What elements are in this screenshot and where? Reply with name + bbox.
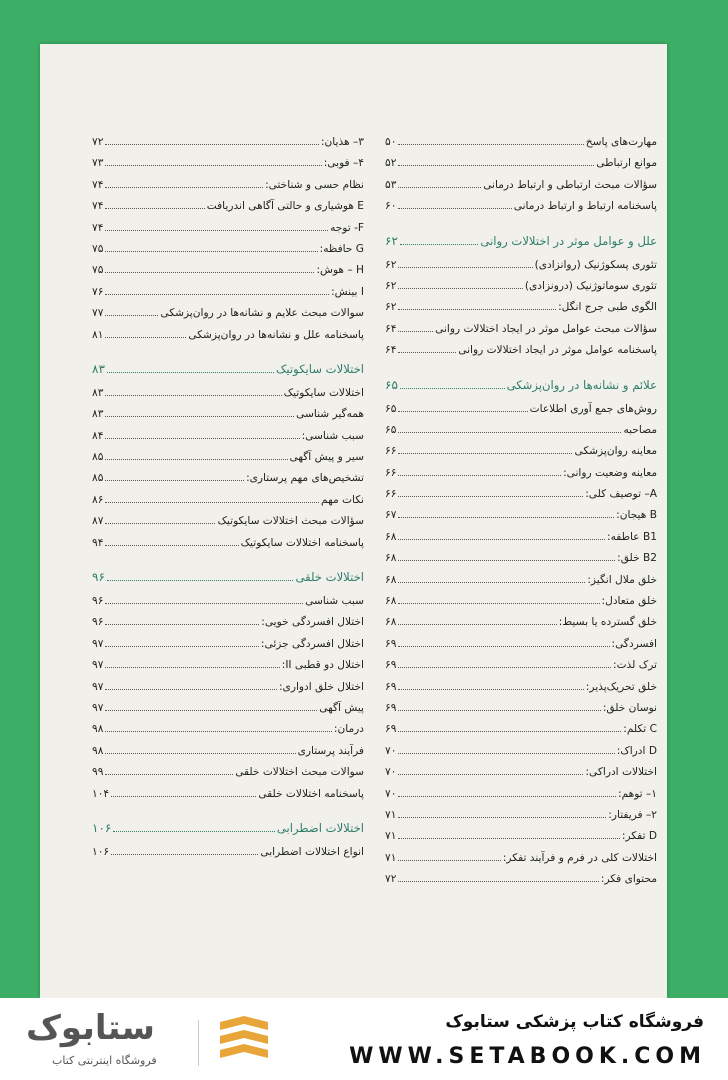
toc-page-number: ۷۱	[385, 830, 397, 843]
toc-entry	[92, 136, 364, 157]
toc-entry-title: تئوری سوماتوژنیک (درونزادی)	[524, 279, 657, 292]
toc-page-number: ۶۸	[385, 573, 397, 586]
logo-subtitle: فروشگاه اینترنتی کتاب	[52, 1054, 157, 1067]
toc-page-number: ۷۰	[385, 744, 397, 757]
toc-entry	[92, 616, 364, 637]
dot-leader	[113, 831, 275, 832]
toc-entry	[385, 488, 657, 509]
toc-entry-title: A– توصیف کلی:	[585, 488, 657, 501]
toc-entry	[92, 846, 364, 867]
toc-page-number: ۷۴	[92, 200, 104, 213]
toc-page-number: ۶۴	[385, 344, 397, 357]
toc-entry-title: معاینه روان‌پزشکی	[574, 445, 657, 458]
toc-entry-title: اختلالات سایکوتیک	[283, 386, 364, 399]
toc-page-number: ۶۶	[385, 466, 397, 479]
toc-entry	[92, 286, 364, 307]
dot-leader	[105, 624, 259, 625]
toc-entry	[92, 387, 364, 408]
toc-entry	[385, 280, 657, 301]
dot-leader	[398, 881, 598, 882]
toc-entry	[385, 552, 657, 573]
dot-leader	[398, 475, 561, 476]
toc-entry-title: محتوای فکر:	[600, 873, 657, 886]
dot-leader	[398, 496, 583, 497]
toc-entry	[385, 574, 657, 595]
toc-section-heading	[385, 234, 657, 259]
toc-entry	[92, 723, 364, 744]
toc-page-number: ۶۲	[385, 279, 397, 292]
toc-page-number: ۷۲	[92, 136, 104, 148]
toc-entry-title: انواع اختلالات اضطرابی	[260, 845, 364, 858]
toc-entry-title: علل و عوامل موثر در اختلالات روانی	[480, 233, 657, 248]
toc-entry	[92, 494, 364, 515]
toc-entry-title: نظام حسی و شناختی:	[265, 178, 364, 191]
dot-leader	[398, 453, 572, 454]
toc-entry	[385, 873, 657, 894]
toc-entry	[92, 537, 364, 558]
dot-leader	[105, 646, 259, 647]
toc-entry-title: پاسخنامه عوامل موثر در ایجاد اختلالات روانی	[458, 344, 657, 357]
toc-page-number: ۶۵	[385, 423, 397, 436]
toc-entry	[92, 408, 364, 429]
toc-page-number: ۶۹	[385, 701, 397, 714]
toc-entry-title: B1 عاطفه:	[607, 530, 657, 543]
toc-entry-title: خلق تحریک‌پذیر:	[585, 680, 657, 693]
toc-entry	[385, 809, 657, 830]
toc-entry-title: I بینش:	[331, 285, 364, 298]
toc-entry-title: اختلالات خلقی	[295, 570, 364, 585]
dot-leader	[398, 860, 500, 861]
toc-entry-title: E هوشیاری و حالتی آگاهی اندریافت	[206, 200, 364, 213]
toc-page-number: ۶۸	[385, 616, 397, 629]
toc-entry	[385, 344, 657, 365]
footer-banner	[0, 998, 728, 1080]
dot-leader	[105, 753, 295, 754]
toc-entry	[92, 659, 364, 680]
toc-page-number: ۶۶	[385, 488, 397, 501]
dot-leader	[105, 165, 321, 166]
toc-page-number: ۹۷	[92, 701, 104, 714]
toc-entry	[385, 403, 657, 424]
dot-leader	[398, 774, 583, 775]
toc-entry	[92, 430, 364, 451]
dot-leader	[398, 582, 585, 583]
dot-leader	[105, 438, 299, 439]
dot-leader	[105, 337, 186, 338]
toc-entry	[385, 745, 657, 766]
dot-leader	[105, 710, 317, 711]
toc-entry	[385, 509, 657, 530]
toc-entry-title: تشخیص‌های مهم پرستاری:	[246, 472, 364, 485]
toc-page-number: ۹۶	[92, 570, 105, 585]
toc-entry	[385, 157, 657, 178]
toc-entry	[385, 301, 657, 322]
dot-leader	[105, 208, 204, 209]
toc-page-number: ۶۲	[385, 301, 397, 314]
toc-entry-title: سؤالات مبحث عوامل موثر در ایجاد اختلالات روانی	[435, 322, 657, 335]
toc-entry	[385, 200, 657, 221]
dot-leader	[398, 753, 614, 754]
section-gap	[92, 350, 364, 360]
toc-entry	[92, 157, 364, 178]
toc-page-number: ۶۸	[385, 552, 397, 565]
toc-entry-title: سؤالات مبحث اختلالات سایکوتیک	[217, 515, 364, 528]
dot-leader	[105, 667, 279, 668]
toc-page-number: ۶۹	[385, 659, 397, 672]
toc-entry	[385, 467, 657, 488]
toc-entry	[92, 200, 364, 221]
toc-page-number: ۵۲	[385, 157, 397, 170]
toc-page-number: ۹۹	[92, 766, 104, 779]
toc-entry	[92, 264, 364, 285]
toc-entry-title: پاسخنامه علل و نشانه‌ها در روان‌پزشکی	[188, 328, 364, 341]
toc-entry-title: سیر و پیش آگهی	[289, 451, 364, 464]
dot-leader	[398, 432, 621, 433]
toc-entry	[385, 766, 657, 787]
dot-leader	[398, 411, 527, 412]
toc-page-number: ۶۵	[385, 402, 397, 415]
dot-leader	[105, 603, 303, 604]
toc-entry	[385, 136, 657, 157]
toc-entry	[385, 179, 657, 200]
toc-page-number: ۶۹	[385, 680, 397, 693]
toc-entry	[92, 745, 364, 766]
toc-entry	[92, 515, 364, 536]
toc-entry-title: اختلال دو قطبی II:	[281, 659, 364, 672]
toc-entry	[385, 424, 657, 445]
dot-leader	[400, 388, 505, 389]
dot-leader	[105, 502, 319, 503]
toc-entry-title: سبب شناسی:	[301, 429, 364, 442]
dot-leader	[398, 309, 556, 310]
book-page	[40, 44, 667, 998]
toc-page-number: ۶۷	[385, 509, 397, 522]
toc-section-heading	[92, 362, 364, 387]
toc-entry-title: نوسان خلق:	[602, 701, 657, 714]
toc-entry	[92, 329, 364, 350]
toc-entry-title: روش‌های جمع آوری اطلاعات	[529, 402, 657, 415]
dot-leader	[398, 331, 433, 332]
toc-entry-title: ۲– فریفتار:	[608, 808, 657, 821]
toc-entry	[385, 788, 657, 809]
toc-entry-title: الگوی طبی جرج انگل:	[558, 301, 657, 314]
section-gap	[385, 222, 657, 232]
dot-leader	[398, 689, 583, 690]
toc-section-heading	[92, 570, 364, 595]
toc-entry	[385, 830, 657, 851]
dot-leader	[107, 372, 274, 373]
toc-page-number: ۹۶	[92, 616, 104, 629]
dot-leader	[105, 294, 329, 295]
toc-entry-title: ۱– توهم:	[618, 787, 657, 800]
toc-entry-title: اختلالات اضطرابی	[276, 820, 364, 835]
dot-leader	[398, 539, 605, 540]
toc-page-number: ۱۰۶	[92, 820, 112, 835]
toc-entry-title: پیش آگهی	[319, 701, 364, 714]
dot-leader	[105, 315, 158, 316]
toc-page-number: ۶۴	[385, 322, 397, 335]
toc-entry-title: C تکلم:	[623, 723, 657, 736]
toc-entry-title: ۳– هذیان:	[320, 136, 364, 148]
toc-page-number: ۹۷	[92, 659, 104, 672]
toc-page-number: ۶۲	[385, 258, 397, 271]
toc-page-number: ۷۴	[92, 221, 104, 234]
dot-leader	[398, 796, 616, 797]
toc-entry-title: علائم و نشانه‌ها در روان‌پزشکی	[506, 377, 657, 392]
dot-leader	[105, 689, 277, 690]
toc-entry-title: پاسخنامه اختلالات سایکوتیک	[240, 536, 364, 549]
toc-entry	[385, 445, 657, 466]
toc-entry	[385, 702, 657, 723]
website-url[interactable]: WWW.SETABOOK.COM	[349, 1044, 706, 1069]
dot-leader	[398, 288, 522, 289]
toc-entry-title: همه‌گیر شناسی	[296, 408, 364, 421]
dot-leader	[398, 208, 511, 209]
toc-page-number: ۹۸	[92, 723, 104, 736]
toc-entry	[92, 222, 364, 243]
toc-page-number: ۹۸	[92, 744, 104, 757]
toc-entry-title: خلق گسترده یا بسیط:	[558, 616, 657, 629]
toc-page-number: ۱۰۶	[92, 845, 110, 858]
toc-entry-title: فرآیند پرستاری	[297, 744, 364, 757]
dot-leader	[105, 545, 238, 546]
toc-entry	[92, 179, 364, 200]
toc-page-number: ۷۵	[92, 264, 104, 277]
toc-page-number: ۶۵	[385, 377, 398, 392]
toc-entry-title: B هیجان:	[616, 509, 657, 522]
toc-entry-title: B2 خلق:	[617, 552, 657, 565]
toc-entry-title: H – هوش:	[316, 264, 364, 277]
toc-entry-title: مصاحبه	[623, 423, 657, 436]
dot-leader	[105, 230, 328, 231]
dot-leader	[398, 267, 532, 268]
toc-page-number: ۸۴	[92, 429, 104, 442]
toc-page-number: ۷۱	[385, 808, 397, 821]
toc-entry	[385, 681, 657, 702]
dot-leader	[105, 144, 319, 145]
toc-entry	[385, 323, 657, 344]
toc-entry	[92, 595, 364, 616]
dot-leader	[105, 187, 263, 188]
toc-page-number: ۸۳	[92, 386, 104, 399]
dot-leader	[105, 774, 233, 775]
toc-page-number: ۶۶	[385, 445, 397, 458]
toc-page-number: ۷۷	[92, 307, 104, 320]
toc-page-number: ۹۷	[92, 637, 104, 650]
toc-entry	[385, 531, 657, 552]
dot-leader	[400, 244, 479, 245]
dot-leader	[105, 731, 332, 732]
toc-section-heading	[385, 378, 657, 403]
toc-entry-title: مهارت‌های پاسخ	[585, 136, 657, 148]
toc-entry	[385, 659, 657, 680]
dot-leader	[105, 272, 314, 273]
toc-page-number: ۸۵	[92, 472, 104, 485]
toc-page-number: ۶۰	[385, 200, 397, 213]
toc-entry-title: درمان:	[333, 723, 364, 736]
dot-leader	[398, 165, 594, 166]
toc-page-number: ۵۳	[385, 178, 397, 191]
toc-entry-title: خلق ملال انگیز:	[587, 573, 657, 586]
toc-entry-title: D ادراک:	[616, 744, 657, 757]
toc-entry-title: نکات مهم	[321, 493, 364, 506]
toc-page-number: ۵۰	[385, 136, 397, 148]
toc-page-number: ۷۲	[385, 873, 397, 886]
dot-leader	[111, 854, 258, 855]
dot-leader	[105, 416, 294, 417]
store-name: فروشگاه کتاب پزشکی ستابوک	[445, 1012, 704, 1032]
section-gap	[385, 366, 657, 376]
toc-entry	[385, 638, 657, 659]
dot-leader	[105, 523, 215, 524]
logo-divider	[198, 1020, 199, 1066]
toc-entry-title: سوالات مبحث علایم و نشانه‌ها در روان‌پزشکی	[160, 307, 364, 320]
toc-page-number: ۸۷	[92, 515, 104, 528]
toc-entry	[92, 451, 364, 472]
toc-entry-title: پاسخنامه ارتباط و ارتباط درمانی	[513, 200, 657, 213]
toc-entry-title: موانع ارتباطی	[596, 157, 657, 170]
dot-leader	[398, 603, 599, 604]
toc-page-number: ۸۶	[92, 493, 104, 506]
dot-leader	[398, 517, 614, 518]
dot-leader	[398, 817, 606, 818]
toc-entry	[92, 472, 364, 493]
toc-page-number: ۸۳	[92, 361, 105, 376]
toc-entry-title: ۴– فوبی:	[323, 157, 364, 170]
dot-leader	[398, 646, 609, 647]
toc-page-number: ۷۶	[92, 285, 104, 298]
toc-page-number: ۷۵	[92, 242, 104, 255]
toc-section-heading	[92, 821, 364, 846]
toc-entry	[92, 766, 364, 787]
toc-page-number: ۷۱	[385, 851, 397, 864]
toc-entry	[92, 702, 364, 723]
toc-entry	[92, 681, 364, 702]
logo-text: ستابوک	[26, 1008, 155, 1048]
toc-entry	[92, 788, 364, 809]
dot-leader	[398, 352, 456, 353]
toc-page-number: ۶۹	[385, 637, 397, 650]
toc-page-number: ۹۶	[92, 595, 104, 608]
toc-entry-title: معاینه وضعیت روانی:	[563, 466, 657, 479]
toc-entry-title: اختلالات ادراکی:	[585, 766, 657, 779]
toc-entry-title: اختلالات کلی در فرم و فرآیند تفکر:	[502, 851, 657, 864]
dot-leader	[398, 731, 621, 732]
toc-entry-title: اختلالات سایکوتیک	[276, 361, 364, 376]
dot-leader	[398, 838, 619, 839]
toc-page-number: ۸۳	[92, 408, 104, 421]
toc-column-left	[92, 136, 364, 867]
toc-page-number: ۹۷	[92, 680, 104, 693]
toc-entry-title: اختلال افسردگی جزئی:	[260, 637, 364, 650]
toc-entry	[92, 307, 364, 328]
dot-leader	[105, 251, 317, 252]
section-gap	[92, 558, 364, 568]
dot-leader	[105, 459, 287, 460]
toc-entry	[385, 723, 657, 744]
toc-entry-title: افسردگی:	[611, 637, 657, 650]
toc-page-number: ۱۰۴	[92, 787, 110, 800]
dot-leader	[398, 187, 481, 188]
toc-entry-title: F- توجه	[330, 221, 364, 234]
toc-entry	[385, 616, 657, 637]
toc-column-right	[385, 136, 657, 895]
toc-entry	[385, 852, 657, 873]
dot-leader	[398, 560, 615, 561]
toc-entry-title: اختلال افسردگی خویی:	[261, 616, 364, 629]
toc-page-number: ۶۹	[385, 723, 397, 736]
toc-page-number: ۷۳	[92, 157, 104, 170]
dot-leader	[105, 395, 281, 396]
toc-entry	[385, 595, 657, 616]
toc-entry-title: پاسخنامه اختلالات خلقی	[258, 787, 364, 800]
dot-leader	[398, 624, 556, 625]
toc-entry	[92, 638, 364, 659]
dot-leader	[105, 480, 244, 481]
toc-entry-title: G حافظه:	[319, 242, 364, 255]
toc-page-number: ۸۱	[92, 328, 104, 341]
toc-entry-title: ترک لذت:	[613, 659, 657, 672]
dot-leader	[111, 796, 256, 797]
toc-page-number: ۷۴	[92, 178, 104, 191]
toc-entry-title: سبب شناسی	[305, 595, 364, 608]
section-gap	[92, 809, 364, 819]
dot-leader	[107, 580, 294, 581]
toc-entry-title: سوالات مبحث اختلالات خلقی	[235, 766, 364, 779]
toc-entry-title: سؤالات مبحث ارتباطی و ارتباط درمانی	[483, 178, 657, 191]
toc-entry-title: D تفکر:	[621, 830, 657, 843]
toc-page-number: ۸۵	[92, 451, 104, 464]
toc-entry-title: خلق متعادل:	[601, 595, 657, 608]
toc-entry-title: اختلال خلق ادواری:	[278, 680, 364, 693]
toc-page-number: ۶۲	[385, 233, 398, 248]
dot-leader	[398, 710, 600, 711]
toc-entry-title: تئوری پسکوژنیک (روانزادی)	[534, 258, 657, 271]
toc-page-number: ۹۴	[92, 536, 104, 549]
dot-leader	[398, 667, 611, 668]
setabook-logo-icon	[216, 1016, 272, 1068]
toc-page-number: ۶۸	[385, 530, 397, 543]
toc-entry	[92, 243, 364, 264]
toc-page-number: ۶۸	[385, 595, 397, 608]
toc-entry	[385, 259, 657, 280]
dot-leader	[398, 144, 583, 145]
toc-page-number: ۷۰	[385, 766, 397, 779]
toc-page-number: ۷۰	[385, 787, 397, 800]
